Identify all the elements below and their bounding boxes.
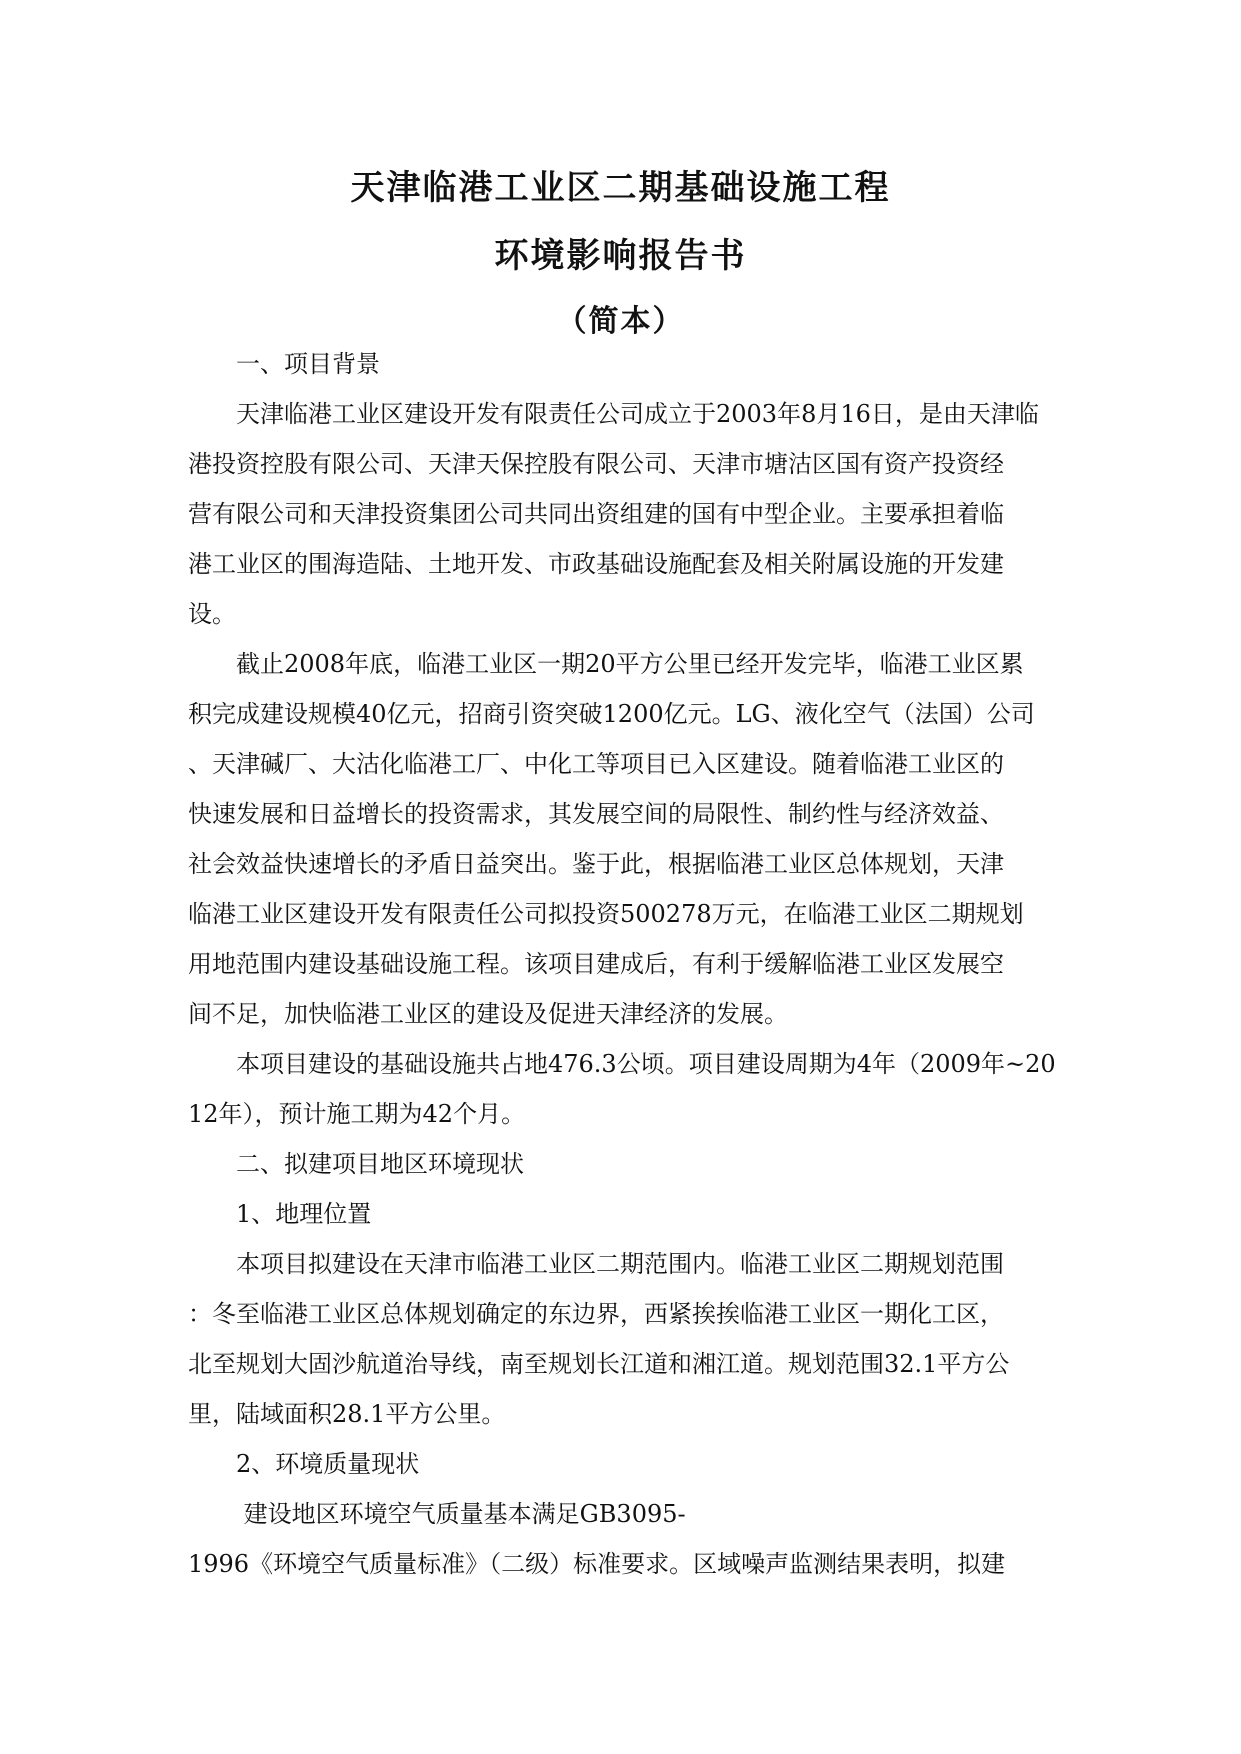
subsection-heading: 1、地理位置	[188, 1200, 372, 1228]
body-text-line: 社会效益快速增长的矛盾日益突出。鉴于此，根据临港工业区总体规划，天津	[188, 850, 1004, 878]
body-text-line: 港工业区的围海造陆、土地开发、市政基础设施配套及相关附属设施的开发建	[188, 550, 1004, 578]
document-subtitle: 环境影响报告书	[494, 236, 747, 276]
section-heading: 二、拟建项目地区环境现状	[188, 1150, 524, 1178]
body-text-line: 用地范围内建设基础设施工程。该项目建成后，有利于缓解临港工业区发展空	[188, 950, 1004, 978]
body-text-line: 北至规划大固沙航道治导线，南至规划长江道和湘江道。规划范围32.1平方公	[188, 1350, 1010, 1378]
body-text-line: 本项目拟建设在天津市临港工业区二期范围内。临港工业区二期规划范围	[188, 1250, 1004, 1278]
body-text-line: 建设地区环境空气质量基本满足GB3095-	[188, 1500, 686, 1528]
body-text-line: 截止2008年底，临港工业区一期20平方公里已经开发完毕，临港工业区累	[188, 650, 1024, 678]
document-edition-label: （简本）	[556, 304, 685, 339]
body-text-line: 1996《环境空气质量标准》（二级）标准要求。区域噪声监测结果表明，拟建	[188, 1550, 1006, 1578]
body-text-line: 临港工业区建设开发有限责任公司拟投资500278万元，在临港工业区二期规划	[188, 900, 1024, 928]
body-text-line: ：冬至临港工业区总体规划确定的东边界，西紧挨挨临港工业区一期化工区，	[188, 1300, 1004, 1328]
body-text-line: 、天津碱厂、大沽化临港工厂、中化工等项目已入区建设。随着临港工业区的	[188, 750, 1004, 778]
body-text-line: 间不足，加快临港工业区的建设及促进天津经济的发展。	[188, 1000, 788, 1028]
section-heading: 一、项目背景	[188, 350, 380, 378]
body-text-line: 天津临港工业区建设开发有限责任公司成立于2003年8月16日，是由天津临	[188, 400, 1039, 428]
body-text-line: 本项目建设的基础设施共占地476.3公顷。项目建设周期为4年（2009年~20	[188, 1050, 1056, 1078]
body-text-line: 设。	[188, 600, 236, 628]
body-text-line: 快速发展和日益增长的投资需求，其发展空间的局限性、制约性与经济效益、	[188, 800, 1004, 828]
body-text-line: 里，陆域面积28.1平方公里。	[188, 1400, 506, 1428]
body-text-line: 港投资控股有限公司、天津天保控股有限公司、天津市塘沽区国有资产投资经	[188, 450, 1004, 478]
body-text-line: 营有限公司和天津投资集团公司共同出资组建的国有中型企业。主要承担着临	[188, 500, 1004, 528]
subsection-heading: 2、环境质量现状	[188, 1450, 420, 1478]
document-title: 天津临港工业区二期基础设施工程	[350, 168, 891, 208]
body-text-line: 积完成建设规模40亿元，招商引资突破1200亿元。LG、液化空气（法国）公司	[188, 700, 1035, 728]
body-text-line: 12年），预计施工期为42个月。	[188, 1100, 526, 1128]
